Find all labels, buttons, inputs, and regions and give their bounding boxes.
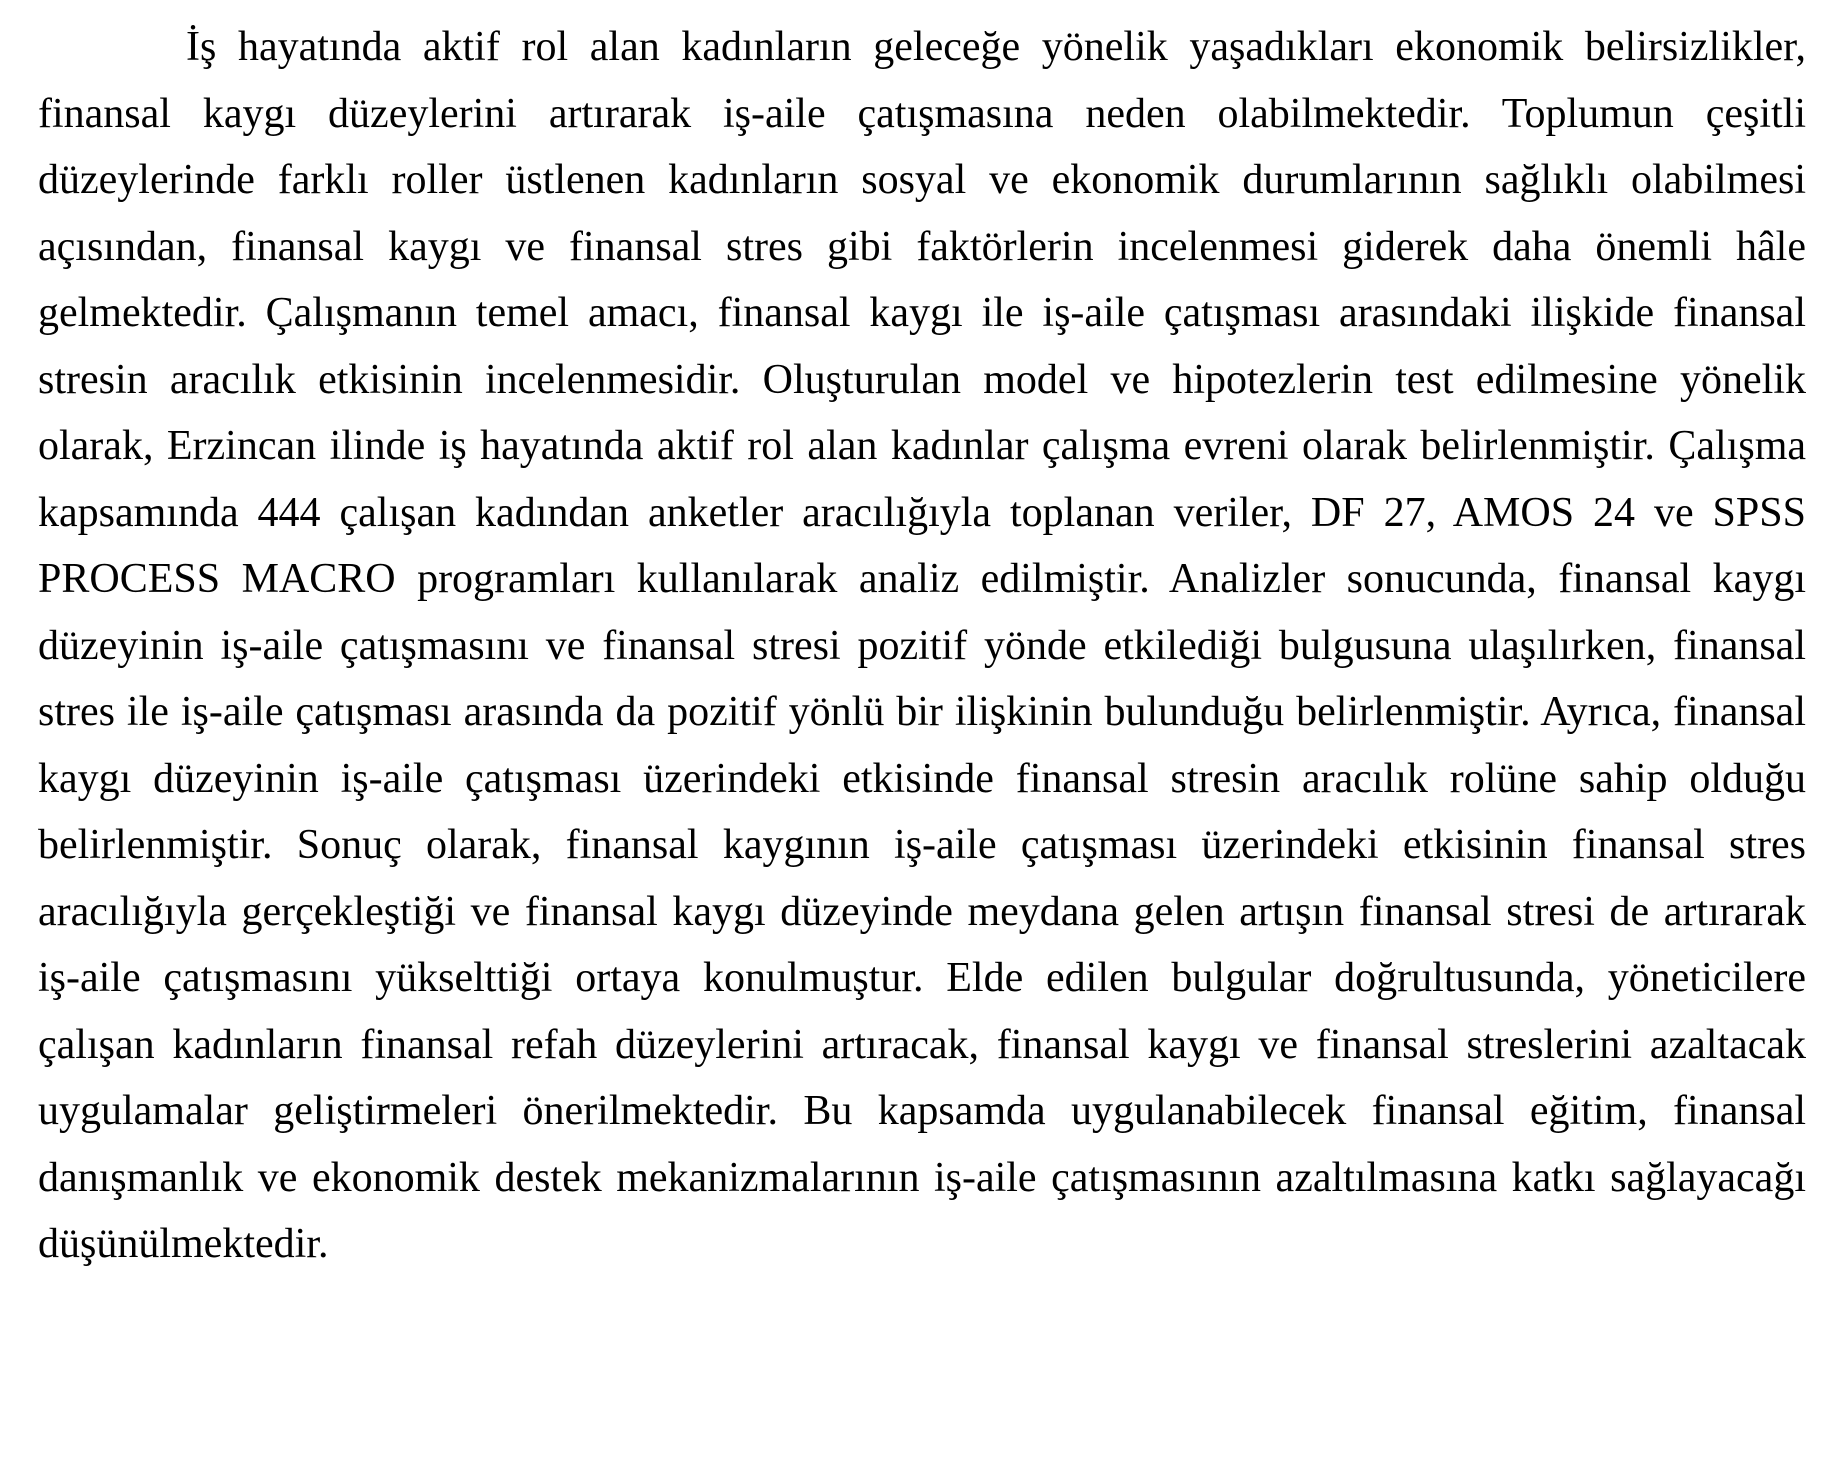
- abstract-paragraph: İş hayatında aktif rol alan kadınların geleceğe yönelik yaşadıkları ekonomik belirsizlikler, finansal kaygı düzeylerini artırarak iş-aile çatışmasına neden olabilmektedir. Toplumun çeşitli düzeylerinde farklı roller üstlenen kadınların sosyal ve ekonomik durumlarının sağlıklı olabilmesi açısından, finansal kaygı ve finansal stres gibi faktörlerin incelenmesi giderek daha önemli hâle gelmektedir. Çalışmanın temel amacı, finansal kaygı ile iş-aile çatışması arasındaki ilişkide finansal stresin aracılık etkisinin incelenmesidir. Oluşturulan model ve hipotezlerin test edilmesine yönelik olarak, Erzincan ilinde iş hayatında aktif rol alan kadınlar çalışma evreni olarak belirlenmiştir. Çalışma kapsamında 444 çalışan kadından anketler aracılığıyla toplanan veriler, DF 27, AMOS 24 ve SPSS PROCESS MACRO programları kullanılarak analiz edilmiştir. Analizler sonucunda, finansal kaygı düzeyinin iş-aile çatışmasını ve finansal stresi pozitif yönde etkilediği bulgusuna ulaşılırken, finansal stres ile iş-aile çatışması arasında da pozitif yönlü bir ilişkinin bulunduğu belirlenmiştir. Ayrıca, finansal kaygı düzeyinin iş-aile çatışması üzerindeki etkisinde finansal stresin aracılık rolüne sahip olduğu belirlenmiştir. Sonuç olarak, finansal kaygının iş-aile çatışması üzerindeki etkisinin finansal stres aracılığıyla gerçekleştiği ve finansal kaygı düzeyinde meydana gelen artışın finansal stresi de artırarak iş-aile çatışmasını yükselttiği ortaya konulmuştur. Elde edilen bulgular doğrultusunda, yöneticilere çalışan kadınların finansal refah düzeylerini artıracak, finansal kaygı ve finansal streslerini azaltacak uygulamalar geliştirmeleri önerilmektedir. Bu kapsamda uygulanabilecek finansal eğitim, finansal danışmanlık ve ekonomik destek mekanizmalarının iş-aile çatışmasının azaltılmasına katkı sağlayacağı düşünülmektedir.: [38, 24, 1806, 1267]
- document-page: [38, 0, 1806, 1471]
